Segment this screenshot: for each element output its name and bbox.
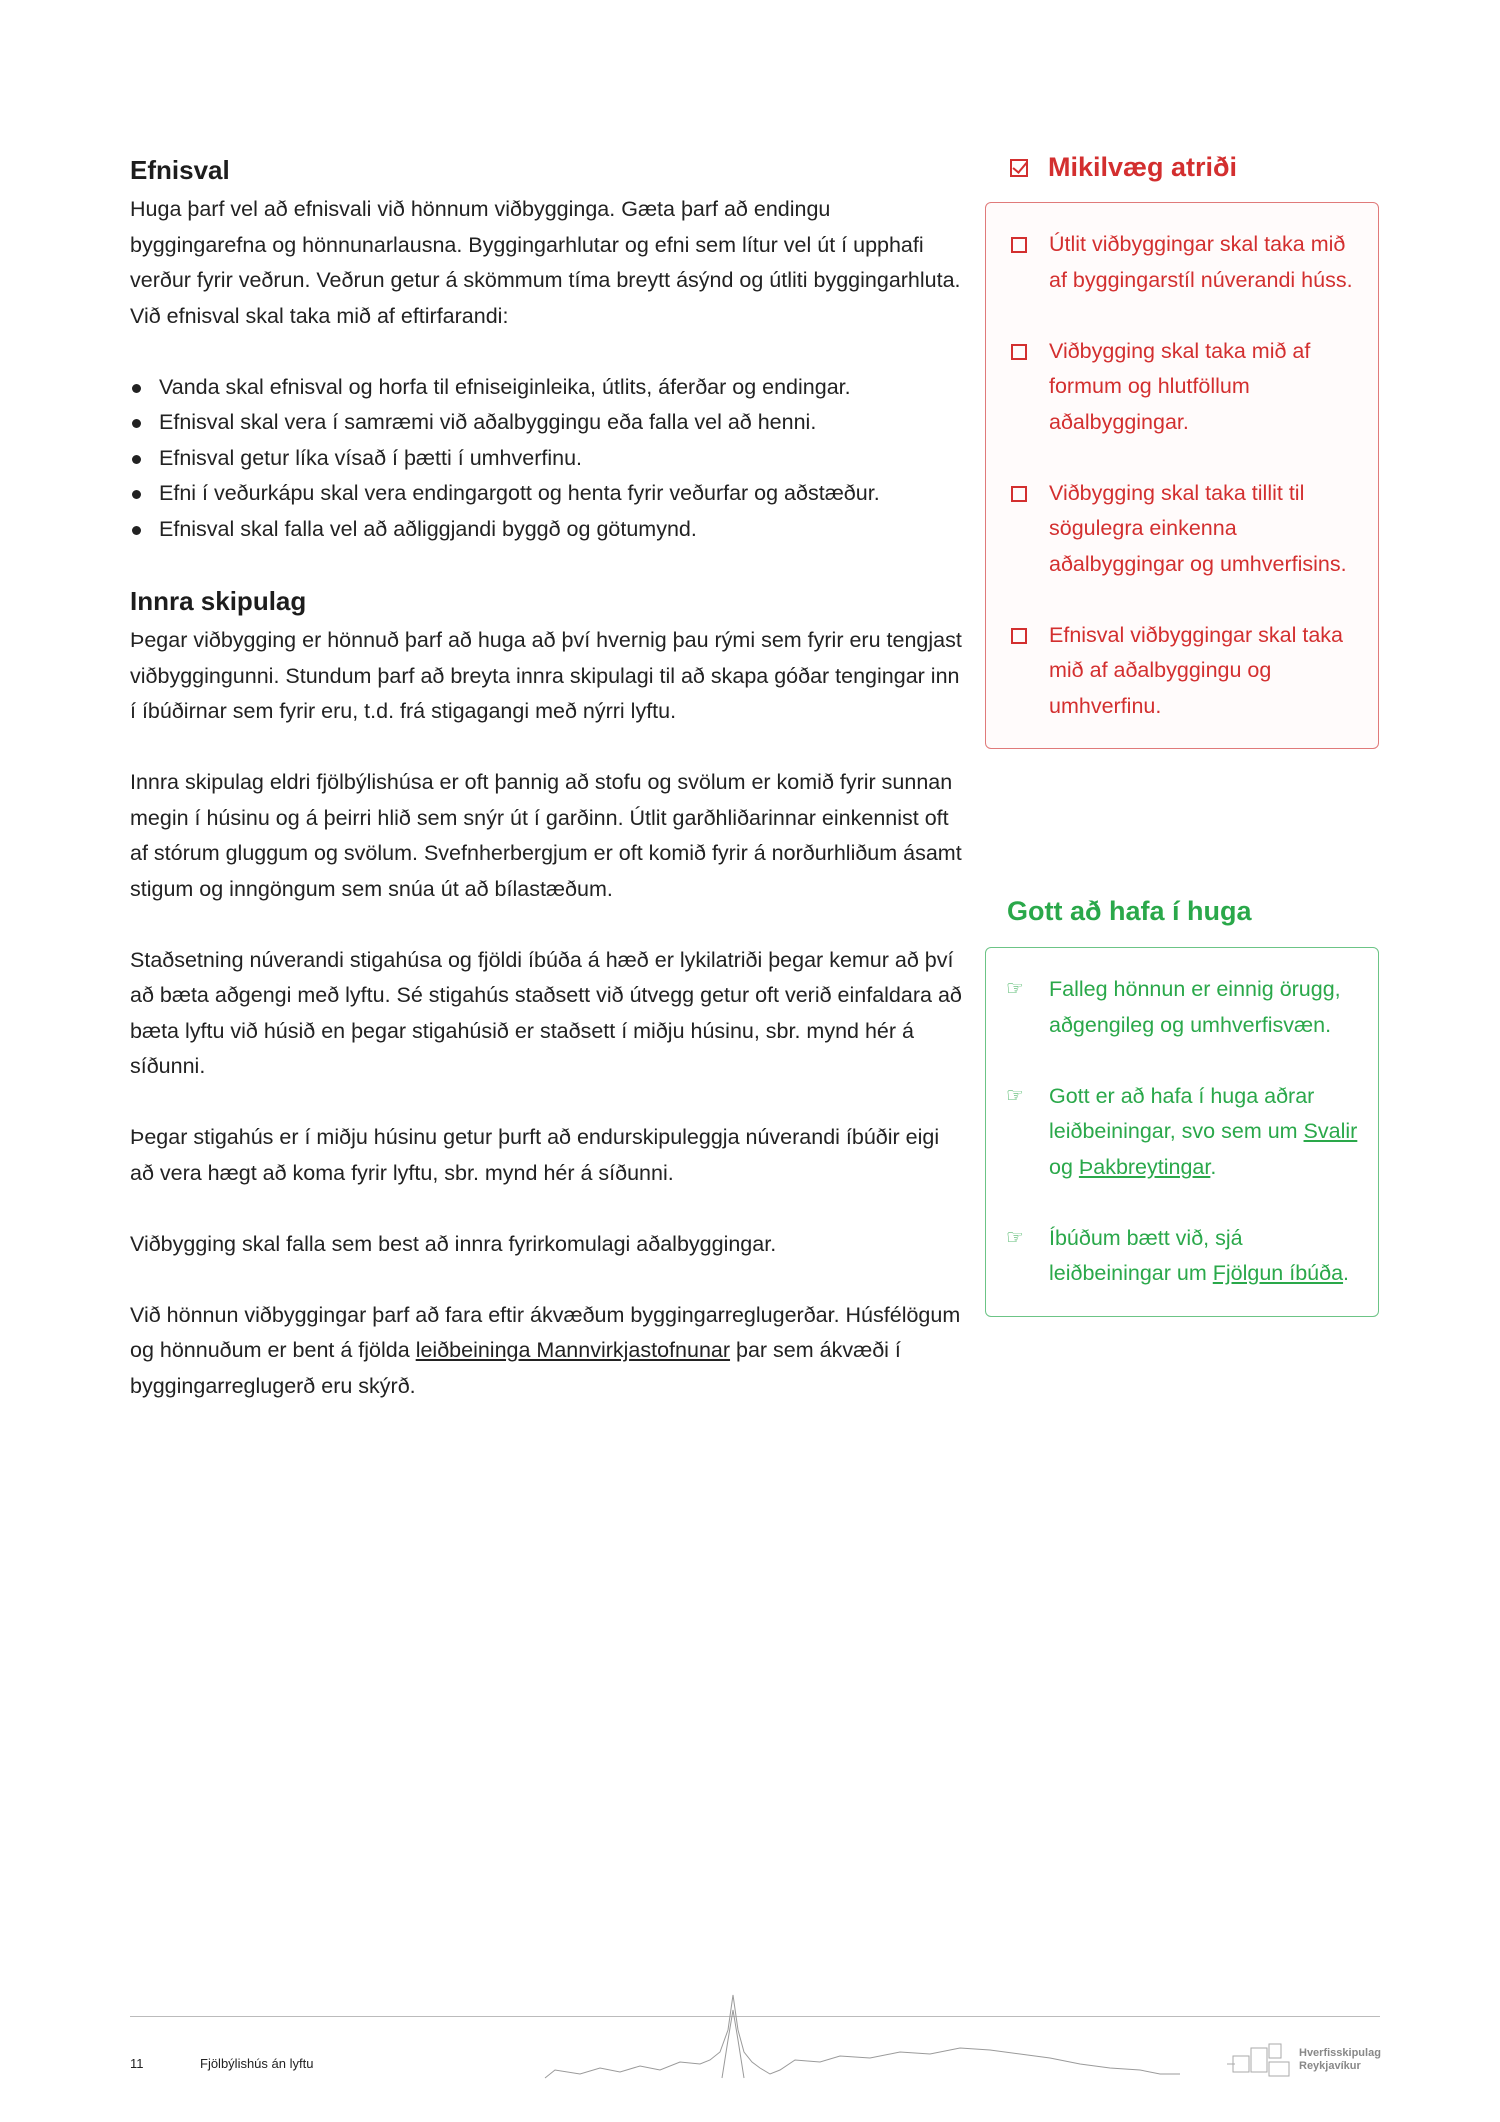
list-item: Vanda skal efnisval og horfa til efniseiginleika, útlits, áferðar og endingar. <box>130 370 965 406</box>
good-to-know-box <box>985 947 1379 1317</box>
bullet-icon <box>132 526 141 535</box>
footer-title: Fjölbýlishús án lyftu <box>200 2056 314 2071</box>
important-title: Mikilvæg atriði <box>1048 152 1238 182</box>
pointing-hand-icon: ☞ <box>1006 978 1024 1000</box>
logo <box>1225 2040 1381 2080</box>
paragraph: Viðbygging skal falla sem best að innra fyrirkomulagi aðalbyggingar. <box>130 1231 777 1256</box>
important-box <box>985 202 1379 749</box>
pointing-hand-icon: ☞ <box>1006 1084 1024 1107</box>
tip-item: ☞ Íbúðum bætt við, sjá leiðbeiningar um Fjölgun íbúða. <box>986 1221 1378 1292</box>
checkbox-icon <box>1011 486 1027 502</box>
important-heading <box>1010 152 1237 183</box>
checklist-item: Efnisval viðbyggingar skal taka mið af aðalbyggingu og umhverfinu. <box>986 618 1378 725</box>
main-column <box>130 152 965 1404</box>
good-to-know-title: Gott að hafa í huga <box>1007 896 1252 926</box>
page-number: 11 <box>130 2056 144 2071</box>
tip-item: ☞ Falleg hönnun er einnig örugg, aðgengileg og umhverfisvæn. <box>986 972 1378 1043</box>
bullet-icon <box>132 384 141 393</box>
link-thakbreytingar[interactable]: Þakbreytingar <box>1078 1154 1211 1179</box>
logo-line-2: Reykjavíkur <box>1299 2060 1361 2072</box>
list-item: Efnisval skal vera í samræmi við aðalbyggingu eða falla vel að henni. <box>130 405 965 441</box>
checklist-item: Viðbygging skal taka mið af formum og hlutföllum aðalbyggingar. <box>986 334 1378 441</box>
paragraph: Staðsetning núverandi stigahúsa og fjöldi íbúða á hæð er lykilatriði þegar kemur að því að bæta aðgengi með lyftu. Sé stigahús staðsett við útvegg getur oft verið einfaldara að bæta lyftu við húsið en þegar stigahúsið er staðsett í miðju húsinu, sbr. mynd hér á síðunni. <box>130 947 962 1078</box>
link-fjolgun-ibuda[interactable]: Fjölgun íbúða <box>1212 1261 1344 1285</box>
checked-box-icon <box>1010 159 1028 177</box>
tip-item: ☞ Gott er að hafa í huga aðrar leiðbeiningar, svo sem um Svalir og Þakbreytingar. <box>986 1079 1378 1186</box>
section-title-innra-skipulag: Innra skipulag <box>130 586 307 616</box>
pointing-hand-icon: ☞ <box>1006 1226 1024 1249</box>
bullet-icon <box>132 490 141 499</box>
logo-icon <box>1225 2040 1295 2080</box>
paragraph: Innra skipulag eldri fjölbýlishúsa er oft þannig að stofu og svölum er komið fyrir sunnan megin í húsinu og á þeirri hlið sem snýr út í garðinn. Útlit garðhliðarinnar einkennist oft af stórum gluggum og svölum. Svefnherbergjum er oft komið fyrir á norðurhliðum ásamt stigum og inngöngum sem snúa út að bílastæðum. <box>130 770 962 901</box>
paragraph: Þegar viðbygging er hönnuð þarf að huga að því hvernig þau rými sem fyrir eru tengjast viðbyggingunni. Stundum þarf að breyta innra skipulagi til að skapa góðar tengingar inn í íbúðirnar sem fyrir eru, t.d. frá stigagangi með nýrri lyftu. <box>130 628 962 723</box>
checkbox-icon <box>1011 344 1027 360</box>
list-item: Efni í veðurkápu skal vera endingargott og henta fyrir veðurfar og aðstæður. <box>130 476 965 512</box>
checkbox-icon <box>1011 628 1027 644</box>
link-svalir[interactable]: Svalir <box>1303 1119 1358 1143</box>
efnisval-bullet-list <box>130 370 965 548</box>
bullet-icon <box>132 455 141 464</box>
checklist-item: Útlit viðbyggingar skal taka mið af byggingarstíl núverandi húss. <box>986 227 1378 298</box>
paragraph: Við hönnun viðbyggingar þarf að fara eftir ákvæðum byggingarreglugerðar. Húsfélögum og hönnuðum er bent á fjölda leiðbeininga Mannvirkjastofnunar þar sem ákvæði í byggingarreglugerð eru skýrð. <box>130 1302 961 1398</box>
city-skyline-icon <box>540 1990 1180 2080</box>
logo-line-1: Hverfisskipulag <box>1299 2047 1381 2059</box>
section-title-efnisval: Efnisval <box>130 155 230 185</box>
efnisval-intro: Huga þarf vel að efnisvali við hönnum viðbygginga. Gæta þarf að endingu byggingarefna og hönnunarlausna. Byggingarhlutar og efni sem lítur vel út í upphafi verður fyrir veðrun. Veðrun getur á skömmum tíma breytt ásýnd og útliti byggingarhluta. Við efnisval skal taka mið af eftirfarandi: <box>130 197 961 328</box>
checklist-item: Viðbygging skal taka tillit til sögulegra einkenna aðalbyggingar og umhverfisins. <box>986 476 1378 583</box>
checkbox-icon <box>1011 237 1027 253</box>
link-leidbeiningar-mannvirkjastofnunar[interactable]: leiðbeininga Mannvirkjastofnunar <box>415 1338 731 1362</box>
list-item: Efnisval skal falla vel að aðliggjandi byggð og götumynd. <box>130 512 965 548</box>
bullet-icon <box>132 419 141 428</box>
paragraph: Þegar stigahús er í miðju húsinu getur þurft að endurskipuleggja núverandi íbúðir eigi að vera hægt að koma fyrir lyftu, sbr. mynd hér á síðunni. <box>130 1125 940 1185</box>
list-item: Efnisval getur líka vísað í þætti í umhverfinu. <box>130 441 965 477</box>
